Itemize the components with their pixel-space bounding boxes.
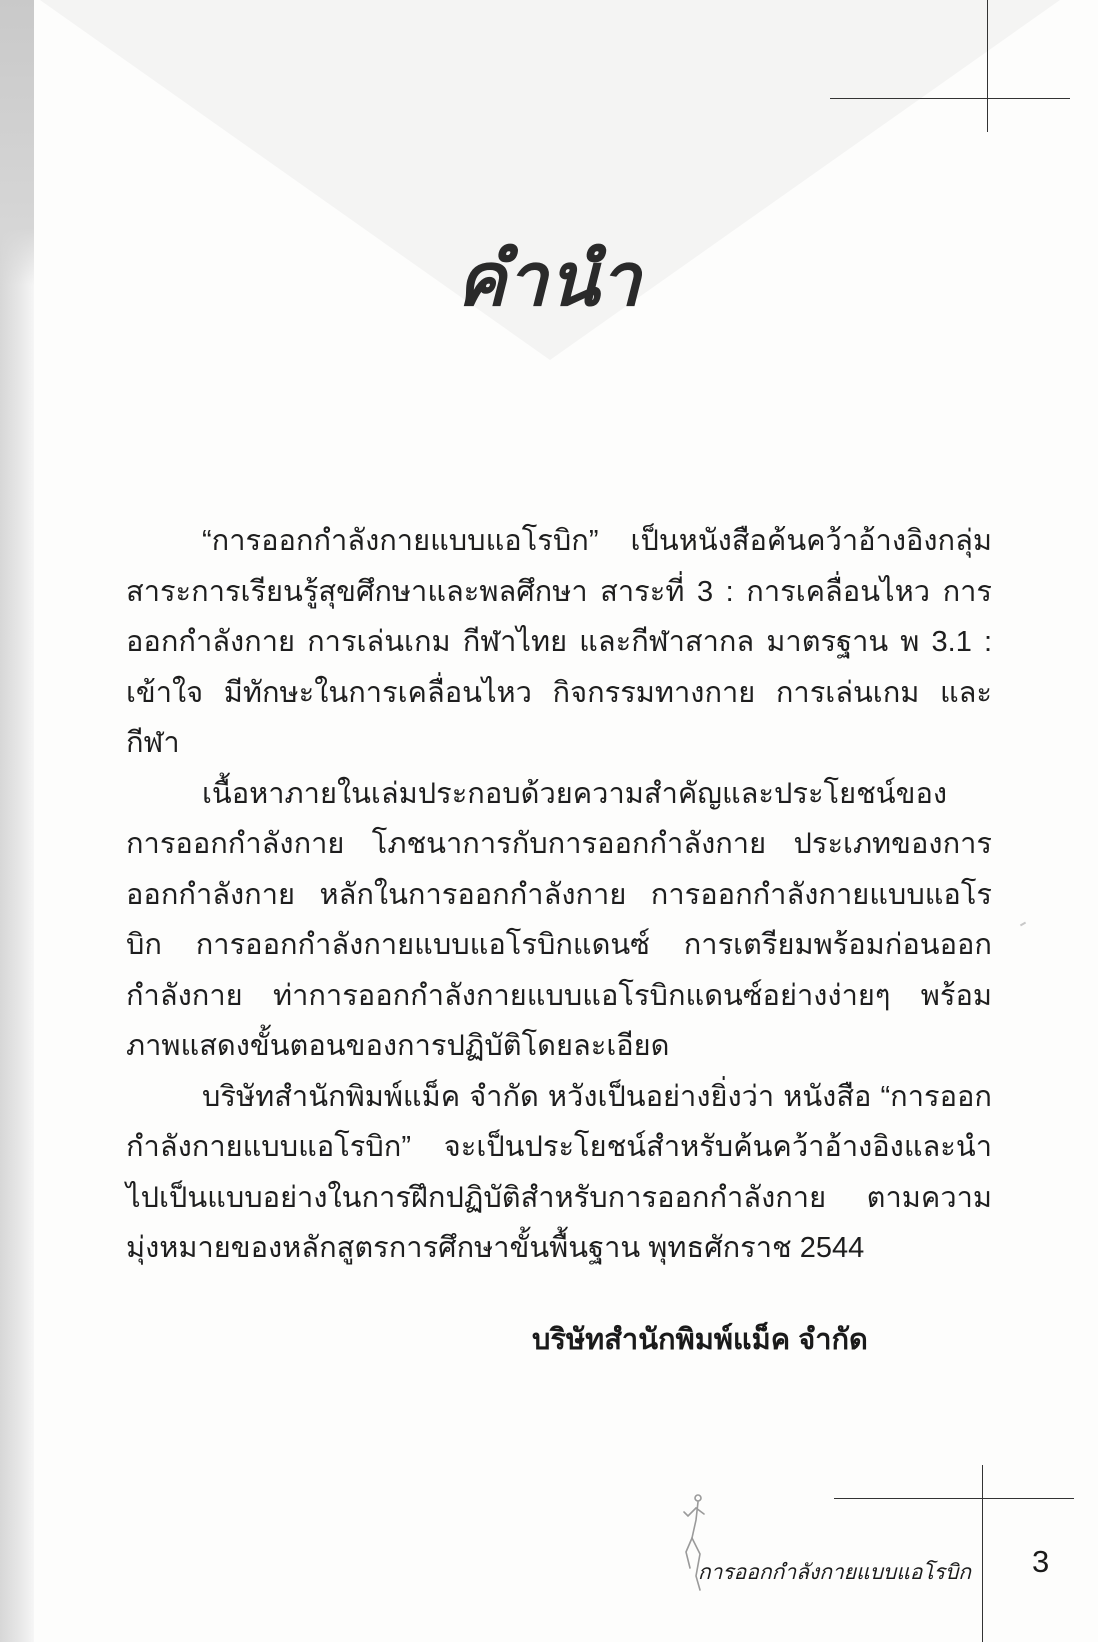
footer-book-title: การออกกำลังกายแบบแอโรบิก <box>697 1561 971 1584</box>
publisher-signature: บริษัทสำนักพิมพ์แม็ค จำกัด <box>532 1324 868 1356</box>
preface-paragraph-1: “การออกกำลังกายแบบแอโรบิก” เป็นหนังสือค้นคว้าอ้างอิงกลุ่มสาระการเรียนรู้สุขศึกษาและพลศึกษา สาระที่ 3 : การเคลื่อนไหว การออกกำลังกาย การเล่นเกม กีฬาไทย และกีฬาสากล มาตรฐาน พ 3.1 : เข้าใจ มีทักษะในการเคลื่อนไหว กิจกรรมทางกาย การเล่นเกม และกีฬา <box>126 525 992 759</box>
page-number: 3 <box>1032 1544 1050 1579</box>
crop-mark-top-horizontal <box>830 98 1070 99</box>
preface-paragraph-3: บริษัทสำนักพิมพ์แม็ค จำกัด หวังเป็นอย่างยิ่งว่า หนังสือ “การออกกำลังกายแบบแอโรบิก” จะเป็นประโยชน์สำหรับค้นคว้าอ้างอิงและนำไปเป็นแบบอย่างในการฝึกปฏิบัติสำหรับการออกกำลังกาย ตามความมุ่งหมายของหลักสูตรการศึกษาขั้นพื้นฐาน พุทธศักราช 2544 <box>126 1080 992 1264</box>
scan-speck <box>1020 922 1026 927</box>
crop-mark-bottom-vertical <box>982 1465 983 1642</box>
page-title: คำนำ <box>456 236 642 323</box>
preface-body <box>126 516 992 1274</box>
crop-mark-top-vertical <box>987 0 988 132</box>
crop-mark-bottom-horizontal <box>834 1498 1074 1499</box>
preface-paragraph-2: เนื้อหาภายในเล่มประกอบด้วยความสำคัญและประโยชน์ของการออกกำลังกาย โภชนาการกับการออกกำลังกาย ประเภทของการออกกำลังกาย หลักในการออกกำลังกาย การออกกำลังกายแบบแอโรบิก การออกกำลังกายแบบแอโรบิกแดนซ์ การเตรียมพร้อมก่อนออกกำลังกาย ท่าการออกกำลังกายแบบแอโรบิกแดนซ์อย่างง่ายๆ พร้อมภาพแสดงขั้นตอนของการปฏิบัติโดยละเอียด <box>126 777 992 1062</box>
